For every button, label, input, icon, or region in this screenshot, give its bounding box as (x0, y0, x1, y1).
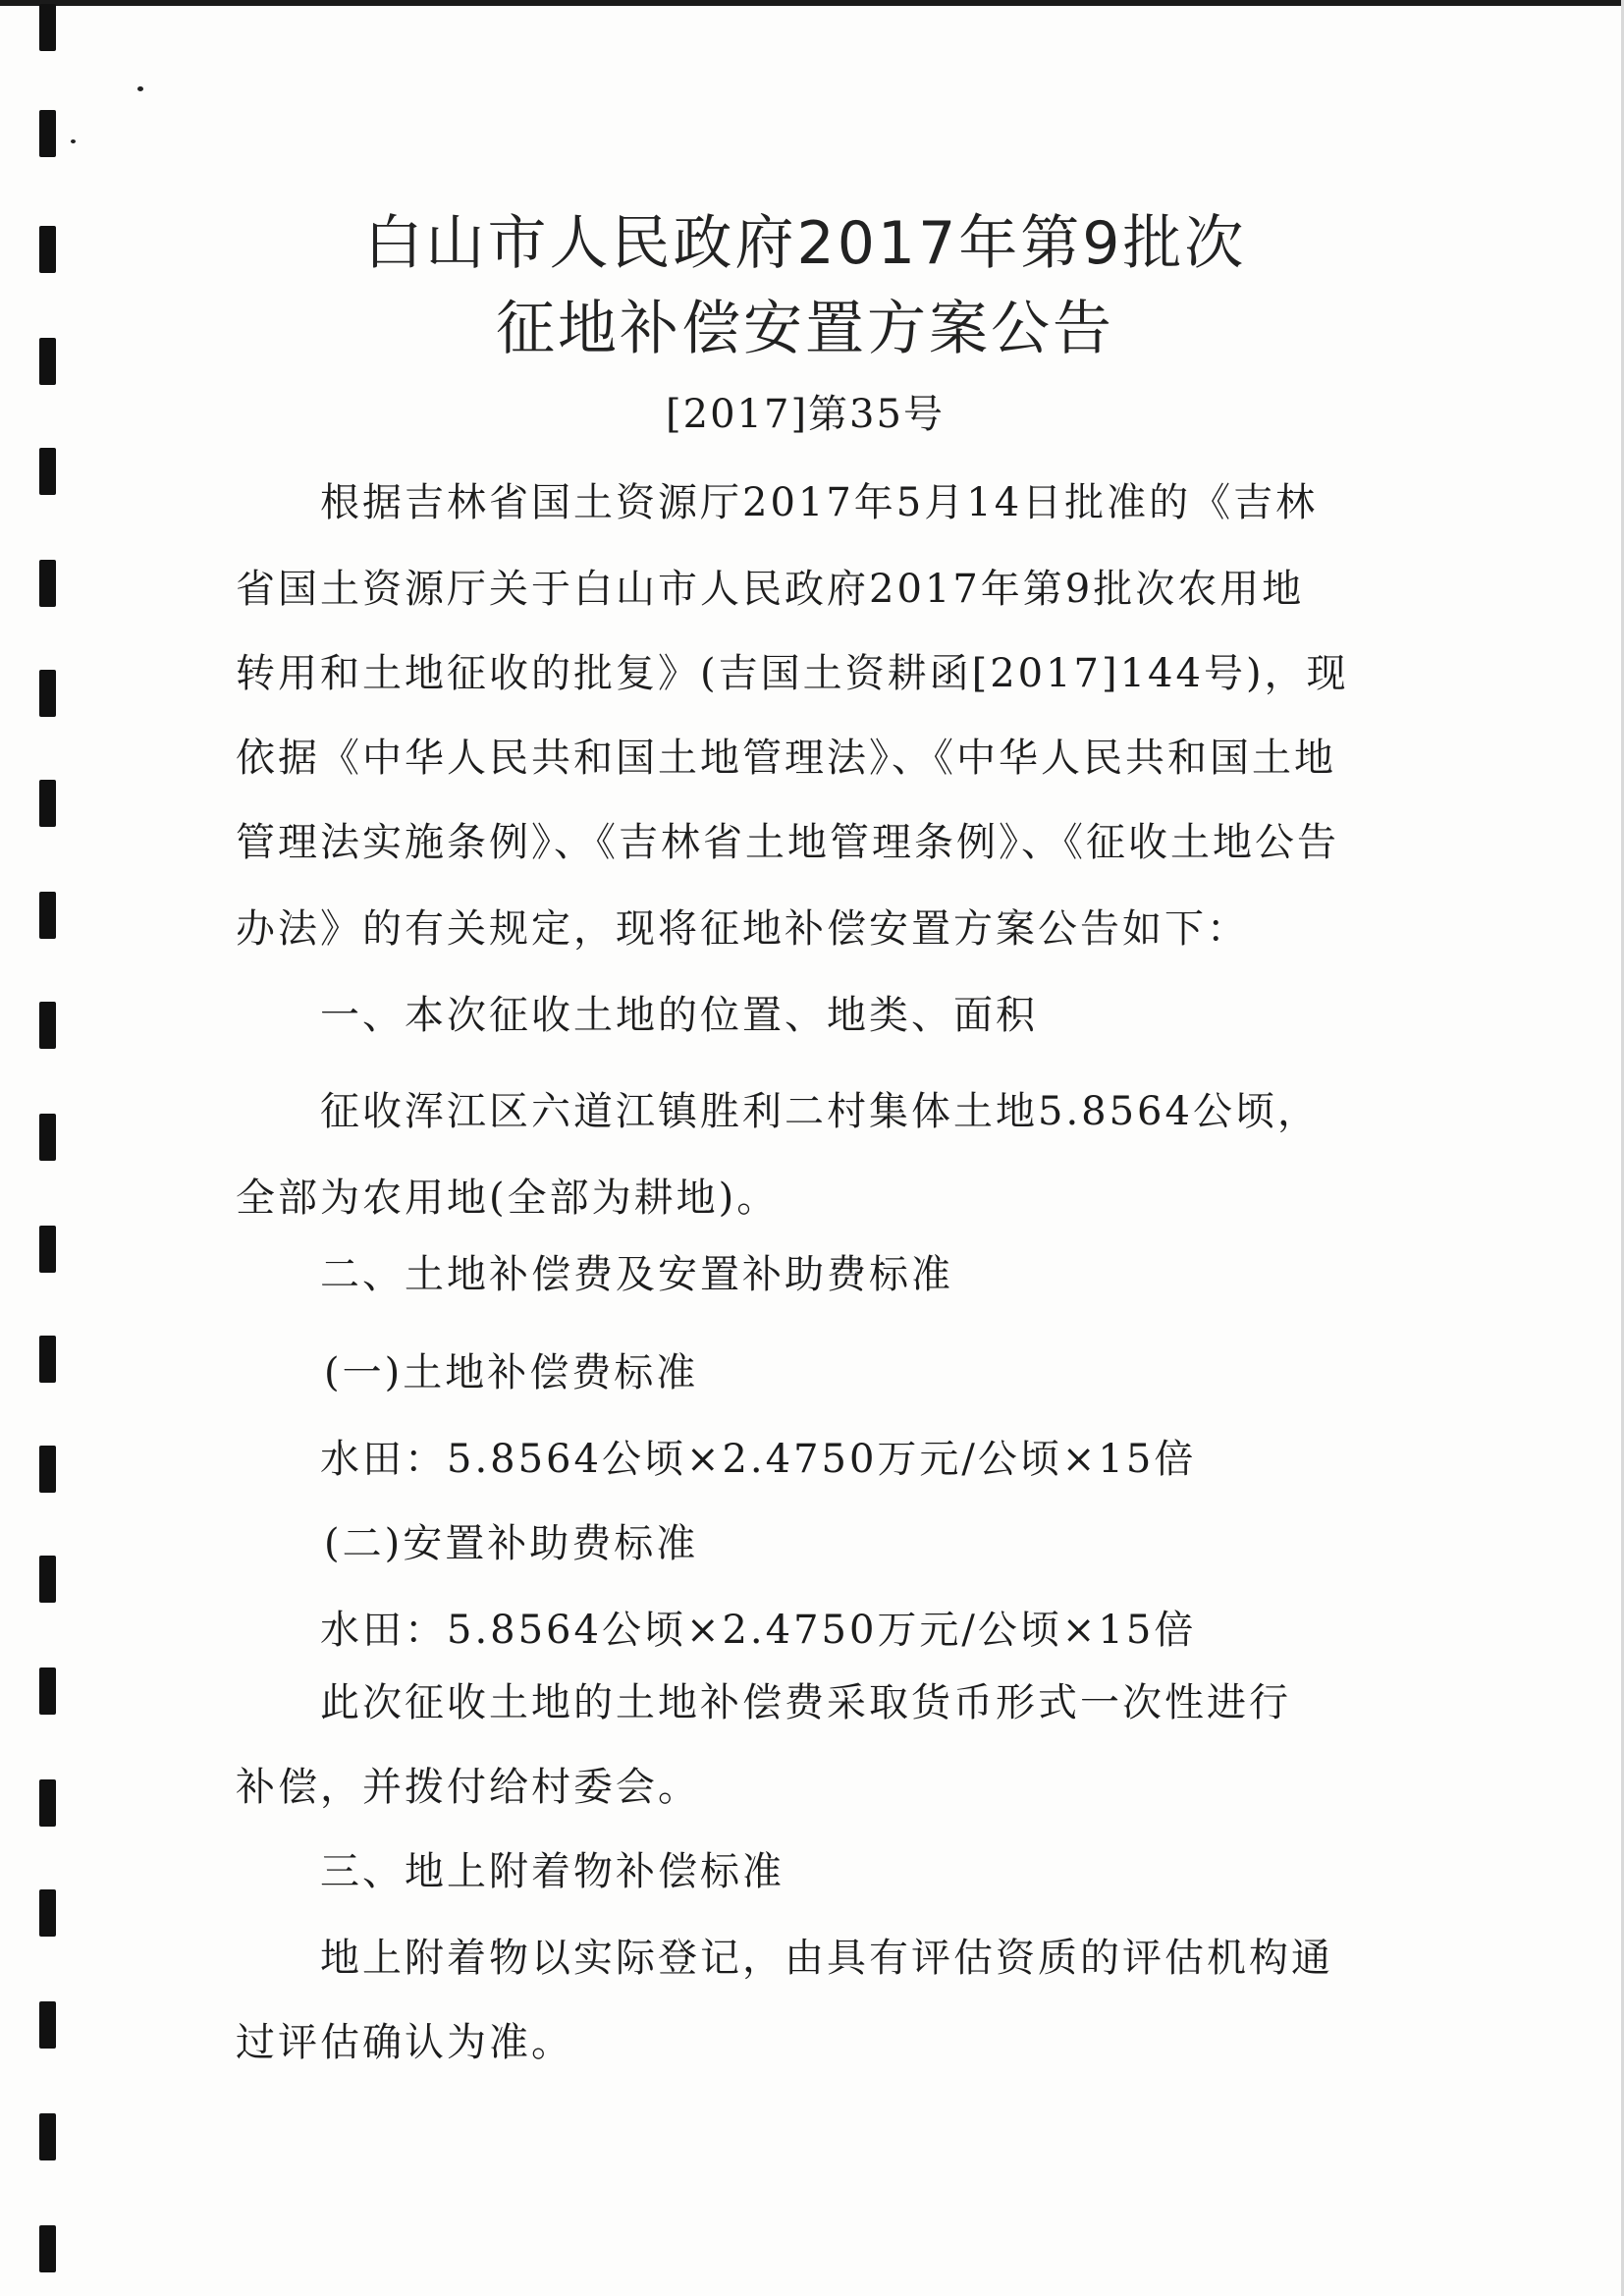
section-2-note: 此次征收土地的土地补偿费采取货币形式一次性进行 (320, 1680, 1291, 1725)
section-2-sub-1-heading: (一)土地补偿费标准 (324, 1350, 699, 1395)
section-2-sub-2-formula: 水田：5.8564公顷×2.4750万元/公顷×15倍 (320, 1608, 1197, 1653)
intro-line: 管理法实施条例》、《吉林省土地管理条例》、《征收土地公告 (236, 820, 1339, 865)
binding-hole-mark (39, 1556, 56, 1603)
document-title-line-1: 白山市人民政府2017年第9批次 (363, 209, 1247, 278)
intro-line: 根据吉林省国土资源厅2017年5月14日批准的《吉林 (320, 480, 1319, 525)
binding-hole-mark (39, 2113, 56, 2160)
binding-hole-mark (39, 2001, 56, 2049)
binding-hole-mark (39, 670, 56, 717)
binding-hole-mark (39, 1226, 56, 1273)
document-number: [2017]第35号 (666, 392, 945, 437)
section-3-text: 过评估确认为准。 (236, 2020, 573, 2065)
binding-hole-mark (39, 1889, 56, 1937)
scan-top-edge (0, 0, 1624, 6)
intro-line: 依据《中华人民共和国土地管理法》、《中华人民共和国土地 (236, 736, 1336, 781)
section-3-text: 地上附着物以实际登记，由具有评估资质的评估机构通 (320, 1936, 1333, 1981)
section-1-text: 征收浑江区六道江镇胜利二村集体土地5.8564公顷， (320, 1089, 1320, 1134)
scan-speck (71, 139, 76, 143)
section-2-note: 补偿，并拨付给村委会。 (236, 1765, 700, 1810)
binding-hole-mark (39, 1002, 56, 1049)
section-1-heading: 一、本次征收土地的位置、地类、面积 (320, 993, 1038, 1038)
binding-hole-mark (39, 1779, 56, 1827)
binding-hole-mark (39, 110, 56, 157)
binding-hole-mark (39, 892, 56, 939)
section-1-text: 全部为农用地(全部为耕地)。 (236, 1175, 780, 1221)
binding-hole-mark (39, 1667, 56, 1715)
section-3-heading: 三、地上附着物补偿标准 (320, 1849, 785, 1894)
binding-hole-mark (39, 2225, 56, 2272)
document-title-line-2: 征地补偿安置方案公告 (496, 295, 1114, 363)
scan-speck (137, 86, 143, 91)
binding-hole-mark (39, 4, 56, 51)
section-2-sub-1-formula: 水田：5.8564公顷×2.4750万元/公顷×15倍 (320, 1437, 1197, 1482)
intro-line: 办法》的有关规定，现将征地补偿安置方案公告如下： (236, 906, 1249, 952)
binding-hole-mark (39, 1446, 56, 1493)
binding-hole-mark (39, 560, 56, 607)
binding-hole-mark (39, 1336, 56, 1383)
intro-line: 省国土资源厅关于白山市人民政府2017年第9批次农用地 (236, 567, 1305, 612)
intro-line: 转用和土地征收的批复》(吉国土资耕函[2017]144号)，现 (236, 651, 1349, 696)
binding-hole-mark (39, 448, 56, 495)
section-2-sub-2-heading: (二)安置补助费标准 (324, 1521, 699, 1566)
binding-hole-mark (39, 1114, 56, 1161)
section-2-heading: 二、土地补偿费及安置补助费标准 (320, 1252, 953, 1297)
binding-hole-mark (39, 780, 56, 827)
